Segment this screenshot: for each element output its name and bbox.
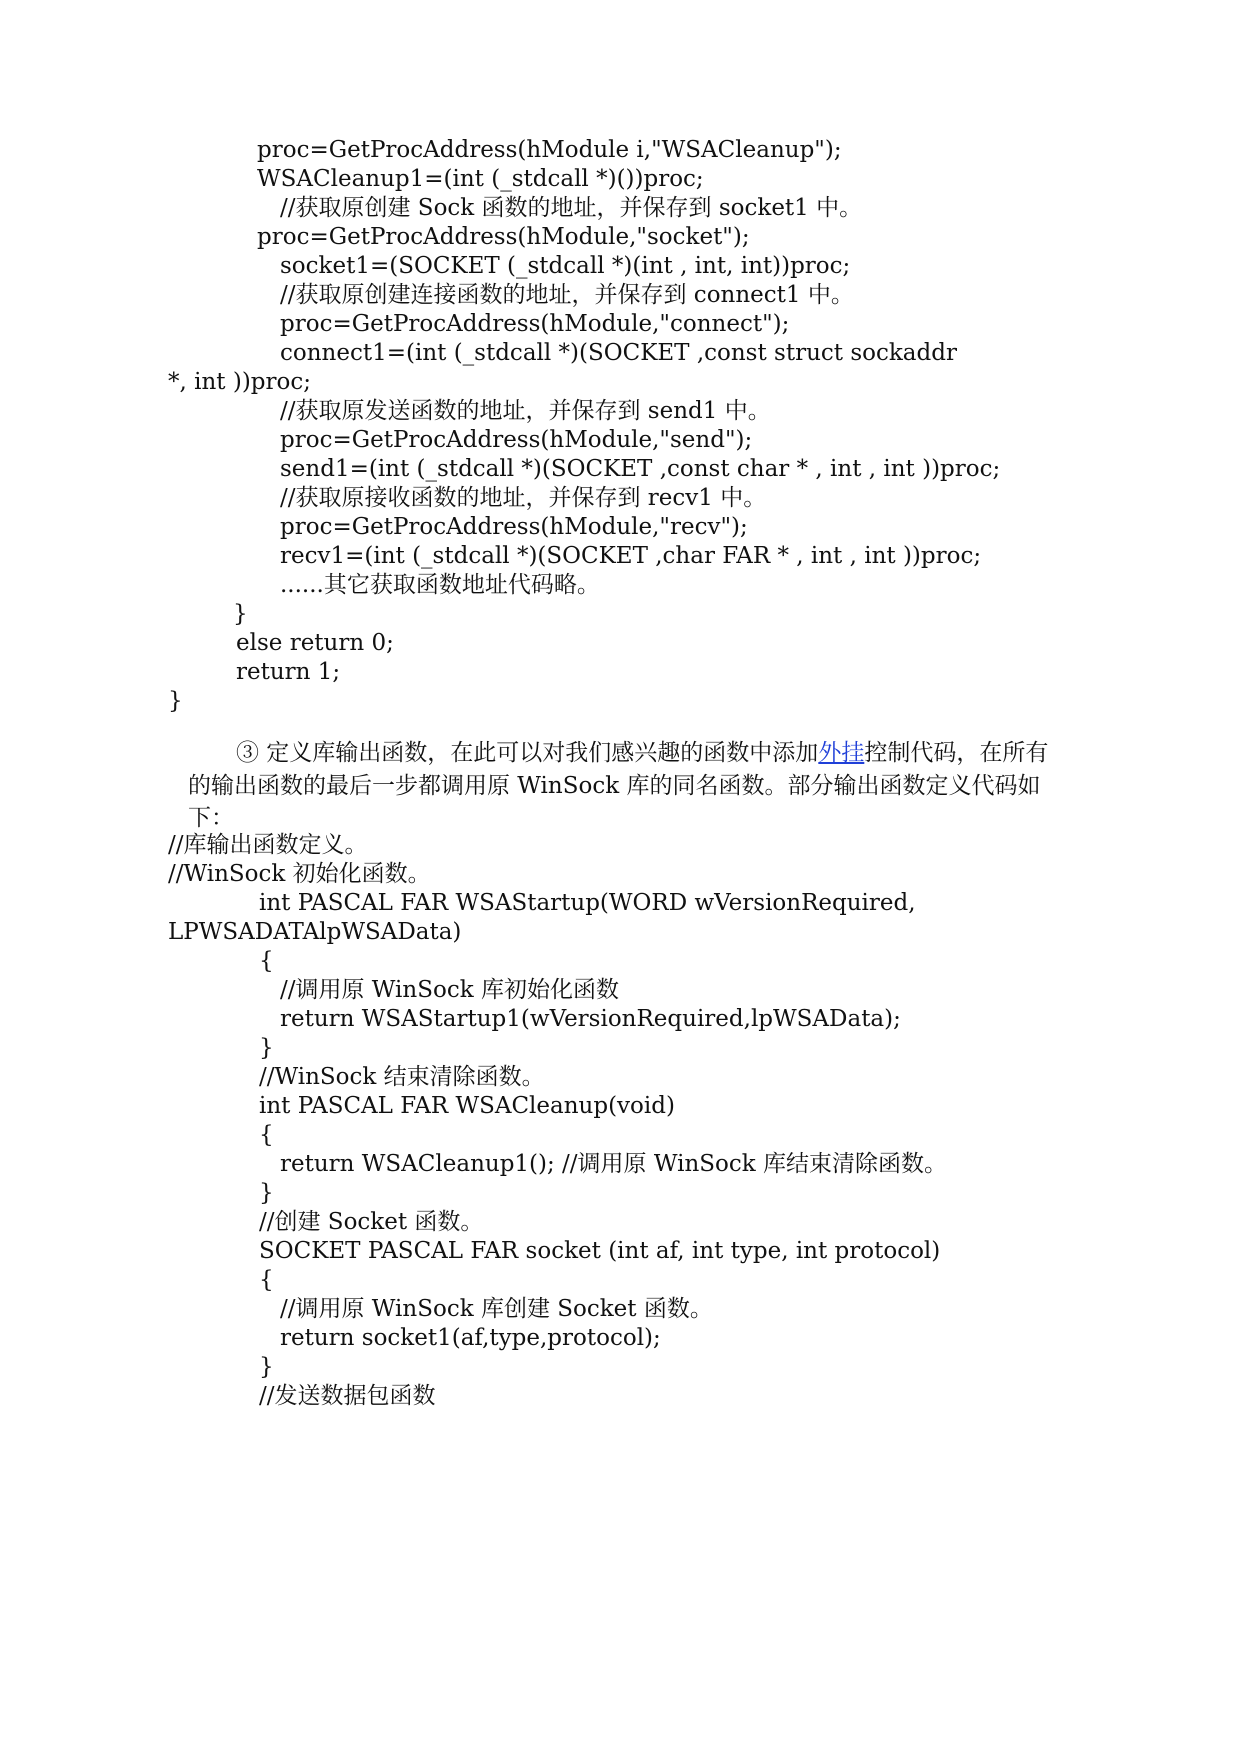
code-line: proc=GetProcAddress(hModule i,"WSACleanup"); [257, 137, 842, 163]
code-comment-line: //获取原创建连接函数的地址，并保存到 connect1 中。 [280, 282, 854, 308]
code-line: proc=GetProcAddress(hModule,"send"); [280, 427, 753, 453]
code-line: WSACleanup1=(int (_stdcall *)())proc; [257, 166, 704, 192]
code-line: return socket1(af,type,protocol); [280, 1325, 661, 1351]
code-brace: { [259, 1122, 274, 1148]
code-line: send1=(int (_stdcall *)(SOCKET ,const char * , int , int ))proc; [280, 456, 1001, 482]
code-line: int PASCAL FAR WSAStartup(WORD wVersionRequired, [259, 890, 916, 916]
code-line: SOCKET PASCAL FAR socket (int af, int type, int protocol) [259, 1238, 941, 1264]
code-comment-line: //WinSock 初始化函数。 [168, 861, 431, 887]
code-line: proc=GetProcAddress(hModule,"connect"); [280, 311, 790, 337]
code-comment-line: //发送数据包函数 [259, 1383, 436, 1409]
code-line: *, int ))proc; [168, 369, 311, 395]
code-line: proc=GetProcAddress(hModule,"socket"); [257, 224, 750, 250]
code-comment-line: //获取原发送函数的地址，并保存到 send1 中。 [280, 398, 771, 424]
code-line: return WSACleanup1(); //调用原 WinSock 库结束清除函数。 [280, 1151, 947, 1177]
code-comment-line: //调用原 WinSock 库初始化函数 [280, 977, 619, 1003]
code-brace: { [259, 1267, 274, 1293]
plugin-link[interactable]: 外挂 [818, 740, 865, 766]
body-paragraph [188, 737, 1063, 835]
code-line: return WSAStartup1(wVersionRequired,lpWSAData); [280, 1006, 901, 1032]
code-comment-line: //WinSock 结束清除函数。 [259, 1064, 545, 1090]
code-line: ......其它获取函数地址代码略。 [280, 572, 600, 598]
code-line: socket1=(SOCKET (_stdcall *)(int , int, int))proc; [280, 253, 851, 279]
code-brace: } [233, 601, 248, 627]
code-line: LPWSADATAlpWSAData) [168, 919, 462, 945]
code-brace: { [259, 948, 274, 974]
code-comment-line: //调用原 WinSock 库创建 Socket 函数。 [280, 1296, 713, 1322]
paragraph-text-after-link: 控制代码，在所有的输出函数的最后一步都调用原 WinSock 库的同名函数。部分输出函数定义代码如下： [188, 740, 1049, 831]
code-comment-line: //创建 Socket 函数。 [259, 1209, 484, 1235]
code-line: recv1=(int (_stdcall *)(SOCKET ,char FAR * , int , int ))proc; [280, 543, 982, 569]
code-line: return 1; [236, 659, 341, 685]
code-line: int PASCAL FAR WSACleanup(void) [259, 1093, 675, 1119]
code-comment-line: //获取原创建 Sock 函数的地址，并保存到 socket1 中。 [280, 195, 863, 221]
paragraph-text-before-link: ③ 定义库输出函数，在此可以对我们感兴趣的函数中添加 [236, 740, 819, 766]
code-line: connect1=(int (_stdcall *)(SOCKET ,const struct sockaddr [280, 340, 957, 366]
code-brace: } [259, 1354, 274, 1380]
code-comment-line: //库输出函数定义。 [168, 832, 368, 858]
code-comment-line: //获取原接收函数的地址，并保存到 recv1 中。 [280, 485, 767, 511]
code-brace: } [259, 1035, 274, 1061]
code-brace: } [259, 1180, 274, 1206]
code-brace: } [168, 688, 183, 714]
code-line: proc=GetProcAddress(hModule,"recv"); [280, 514, 748, 540]
code-line: else return 0; [236, 630, 394, 656]
